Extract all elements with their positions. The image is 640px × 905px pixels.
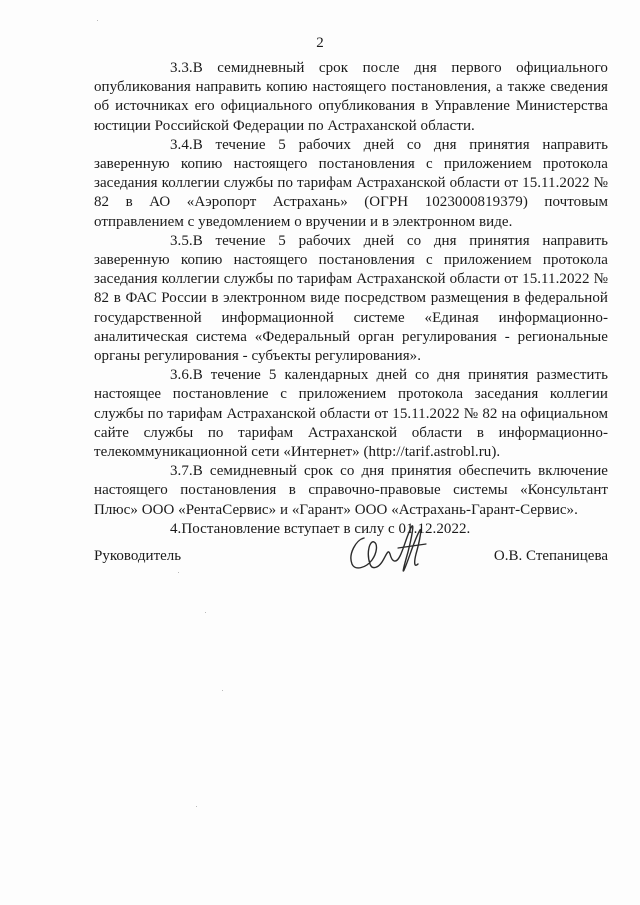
paragraph-3-6 <box>94 366 608 462</box>
scan-speck <box>97 20 98 21</box>
paragraph-text: В семидневный срок со дня принятия обеспечить включение настоящего постановления в справочно-правовые системы «Консультант Плюс» ООО «РентаСервис» и «Гарант» ООО «Астрахань-Гарант-Сервис». <box>94 463 608 518</box>
paragraph-3-3 <box>94 59 608 136</box>
paragraph-number: 4. <box>170 520 182 537</box>
scan-speck <box>196 806 197 807</box>
paragraph-number: 3.6. <box>170 367 193 384</box>
scan-speck <box>178 572 179 573</box>
signatory-role: Руководитель <box>94 548 182 564</box>
paragraph-text: Постановление вступает в силу с 01.12.2022. <box>181 520 471 537</box>
paragraph-3-5 <box>94 232 608 366</box>
paragraph-number: 3.5. <box>170 232 193 249</box>
paragraph-number: 3.3. <box>170 60 193 76</box>
paragraph-number: 3.4. <box>170 136 193 153</box>
signature-block <box>94 548 608 578</box>
scan-speck <box>205 612 206 613</box>
paragraph-number: 3.7. <box>170 463 193 480</box>
scan-speck <box>222 690 223 691</box>
paragraph-text: В течение 5 рабочих дней со дня принятия направить заверенную копию настоящего постановления с приложением протокола заседания коллегии службы по тарифам Астраханской области от 15.11.2022 № 82 в АО «Аэропорт Астрахань» (ОГРН 1023000819379) почтовым отправлением с уведомлением о вручении и в электронном виде. <box>94 136 608 230</box>
paragraph-text: В течение 5 рабочих дней со дня принятия направить заверенную копию настоящего постановления с приложением протокола заседания коллегии службы по тарифам Астраханской области от 15.11.2022 № 82 в ФАС России в электронном виде посредством размещения в федеральной государственной информационной системе «Единая информационно-аналитическая система «Федеральный орган регулирования - региональные органы регулирования - субъекты регулирования». <box>94 232 608 365</box>
handwritten-signature <box>342 518 434 582</box>
paragraph-3-4 <box>94 136 608 232</box>
paragraph-text: В течение 5 календарных дней со дня принятия разместить настоящее постановление с приложением протокола заседания коллегии службы по тарифам Астраханской области от 15.11.2022 № 82 на официальном сайте службы по тарифам Астраханской области в информационно-телекоммуникационной сети «Интернет» (http://tarif.astrobl.ru). <box>94 367 608 461</box>
signatory-name: О.В. Степаницева <box>493 548 608 564</box>
page-number: 2 <box>316 35 324 51</box>
paragraph-3-7 <box>94 462 608 520</box>
paragraph-text: В семидневный срок после дня первого официального опубликования направить копию настоящего постановления, а также сведения об источниках его официального опубликования в Управление Министерства юстиции Российской Федерации по Астраханской области. <box>94 60 608 134</box>
document-body <box>94 59 608 539</box>
